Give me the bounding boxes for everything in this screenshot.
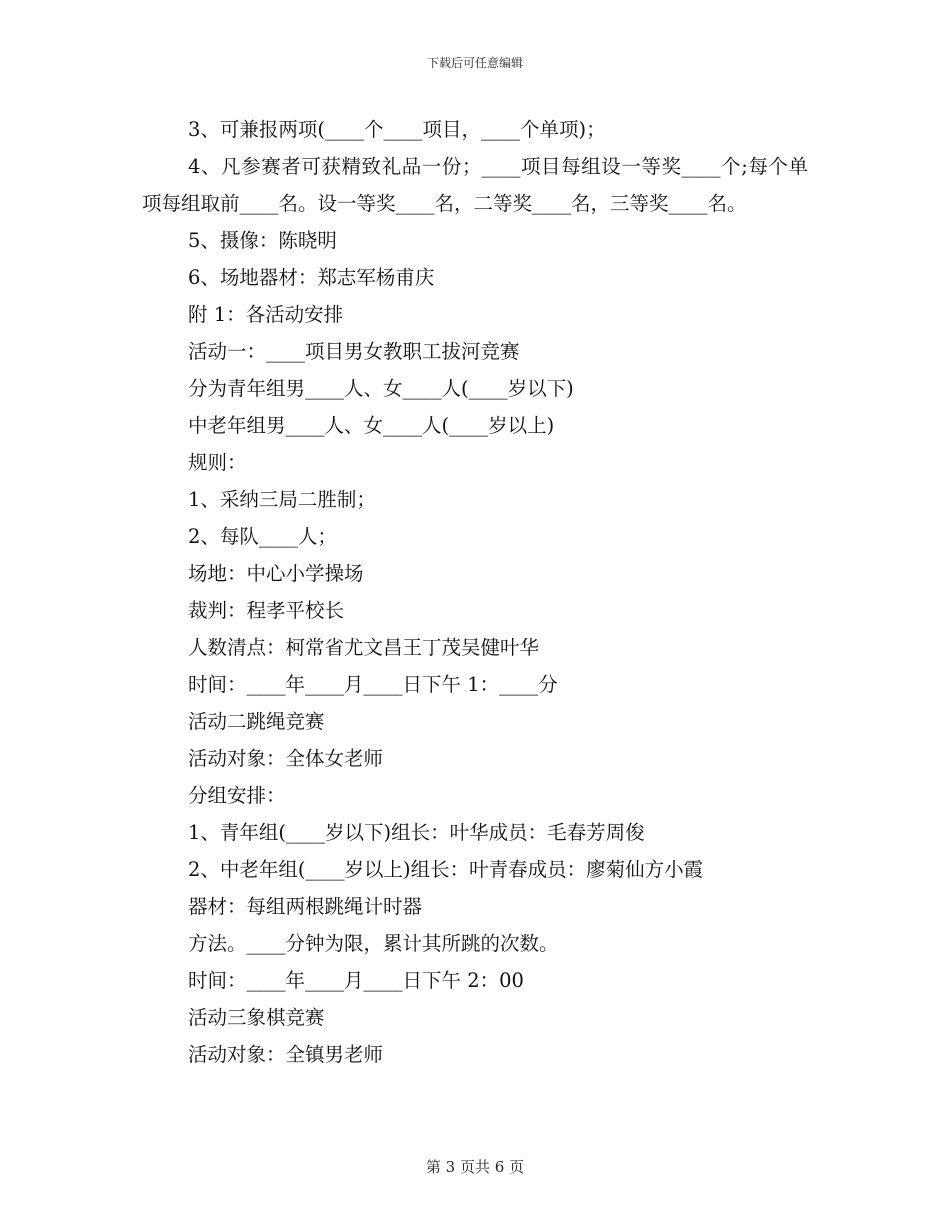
- paragraph-line: 裁判：程孝平校长: [188, 599, 345, 622]
- page-header: 下载后可任意编辑: [426, 56, 523, 70]
- paragraph-line: 活动一：____项目男女教职工拔河竞赛: [188, 340, 520, 363]
- paragraph-line: 活动三象棋竞赛: [188, 1006, 325, 1029]
- paragraph-line: 分为青年组男____人、女____人(____岁以下): [188, 377, 574, 400]
- paragraph-line: 活动对象：全体女老师: [188, 747, 384, 770]
- paragraph-line: 2、中老年组(____岁以上)组长：叶青春成员：廖菊仙方小霞: [188, 858, 704, 881]
- paragraph-line: 场地：中心小学操场: [188, 562, 364, 585]
- paragraph-line: 5、摄像：陈晓明: [188, 229, 337, 252]
- paragraph-line: 人数清点：柯常省尤文昌王丁茂吴健叶华: [188, 636, 540, 659]
- paragraph-line: 分组安排：: [188, 784, 286, 807]
- paragraph-line: 附 1：各活动安排: [188, 303, 344, 326]
- paragraph-line: 中老年组男____人、女____人(____岁以上): [188, 414, 555, 437]
- page-footer: 第 3 页共 6 页: [425, 1158, 525, 1176]
- paragraph-line: 时间：____年____月____日下午 2：00: [188, 969, 524, 992]
- paragraph-line: 活动二跳绳竞赛: [188, 710, 325, 733]
- paragraph-line: 规则：: [188, 451, 247, 474]
- paragraph-line: 方法。____分钟为限，累计其所跳的次数。: [188, 932, 559, 955]
- paragraph-line: 1、采纳三局二胜制；: [188, 488, 376, 511]
- paragraph-line: 6、场地器材：郑志军杨甫庆: [188, 266, 435, 289]
- paragraph-line: 4、凡参赛者可获精致礼品一份；____项目每组设一等奖____个;每个单项每组取前____名。设一等奖____名，二等奖____名，三等奖____名。: [142, 155, 808, 215]
- document-body: [142, 111, 808, 1073]
- paragraph-line: 时间：____年____月____日下午 1：____分: [188, 673, 558, 696]
- paragraph-line: 3、可兼报两项(____个____项目，____个单项)；: [188, 118, 606, 141]
- paragraph-line: 活动对象：全镇男老师: [188, 1043, 384, 1066]
- paragraph-line: 器材：每组两根跳绳计时器: [188, 895, 423, 918]
- paragraph-line: 1、青年组(____岁以下)组长：叶华成员：毛春芳周俊: [188, 821, 645, 844]
- paragraph-line: 2、每队____人；: [188, 525, 337, 548]
